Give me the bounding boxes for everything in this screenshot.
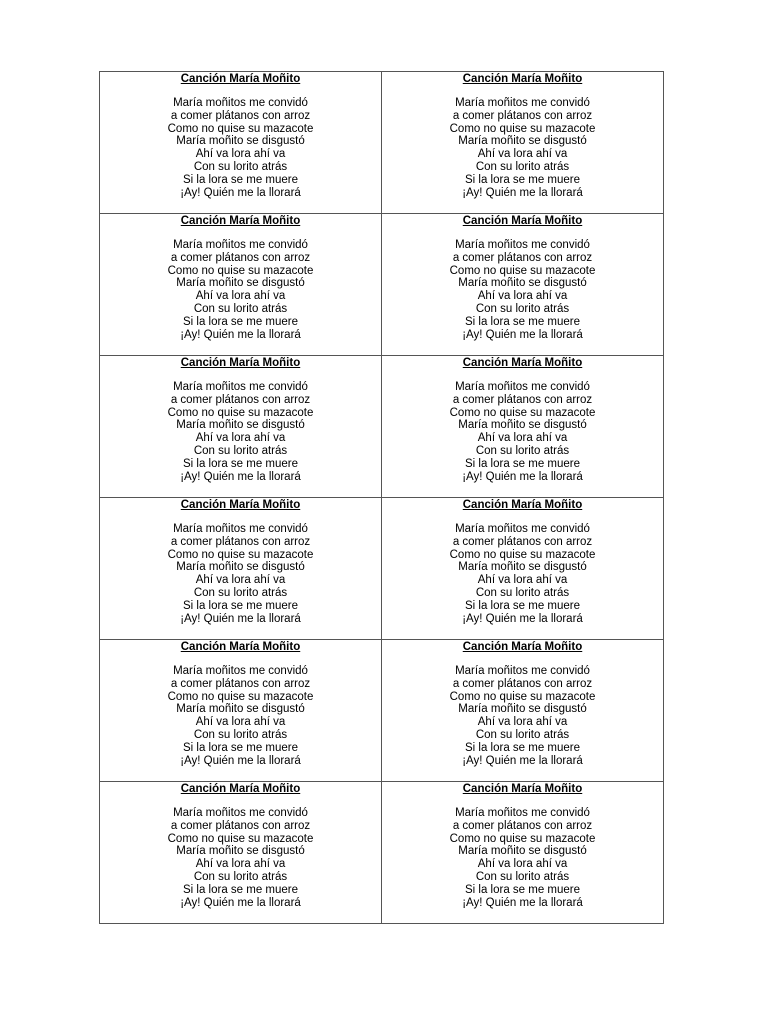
verse-line: ¡Ay! Quién me la llorará bbox=[462, 754, 583, 767]
verse-line: María moñito se disgustó bbox=[176, 561, 305, 574]
verse-line: Ahí va lora ahí va bbox=[477, 148, 568, 161]
verse-line: Ahí va lora ahí va bbox=[477, 858, 568, 871]
verse-line: a comer plátanos con arroz bbox=[452, 251, 593, 264]
verse-line: ¡Ay! Quién me la llorará bbox=[180, 328, 301, 341]
verse-line: Con su lorito atrás bbox=[475, 160, 570, 173]
song-verse bbox=[382, 381, 663, 483]
song-card-content bbox=[100, 356, 381, 483]
verse-line: María moñitos me convidó bbox=[455, 807, 590, 819]
verse-line: a comer plátanos con arroz bbox=[170, 677, 311, 690]
verse-line: Ahí va lora ahí va bbox=[195, 858, 286, 871]
verse-line: Ahí va lora ahí va bbox=[477, 432, 568, 445]
song-verse bbox=[100, 381, 381, 483]
song-card bbox=[382, 498, 664, 640]
song-card-content bbox=[382, 356, 663, 483]
verse-line: ¡Ay! Quién me la llorará bbox=[462, 612, 583, 625]
verse-line: Si la lora se me muere bbox=[464, 173, 581, 186]
verse-line: Como no quise su mazacote bbox=[167, 122, 314, 135]
verse-line: a comer plátanos con arroz bbox=[452, 109, 593, 122]
verse-line: Como no quise su mazacote bbox=[449, 122, 596, 135]
song-card-content bbox=[382, 498, 663, 625]
song-verse bbox=[100, 97, 381, 199]
song-title: Canción María Moñito bbox=[180, 73, 301, 85]
verse-line: ¡Ay! Quién me la llorará bbox=[462, 186, 583, 199]
song-card-content bbox=[100, 640, 381, 767]
song-title: Canción María Moñito bbox=[180, 783, 301, 795]
song-verse bbox=[382, 523, 663, 625]
verse-line: Si la lora se me muere bbox=[182, 457, 299, 470]
verse-line: a comer plátanos con arroz bbox=[170, 109, 311, 122]
verse-line: ¡Ay! Quién me la llorará bbox=[180, 754, 301, 767]
song-title: Canción María Moñito bbox=[180, 499, 301, 511]
verse-line: María moñito se disgustó bbox=[458, 561, 587, 574]
card-row bbox=[100, 782, 664, 924]
song-card bbox=[100, 214, 382, 356]
song-card bbox=[100, 640, 382, 782]
song-card-content bbox=[100, 498, 381, 625]
verse-line: María moñito se disgustó bbox=[176, 845, 305, 858]
verse-line: Como no quise su mazacote bbox=[167, 548, 314, 561]
song-card bbox=[382, 214, 664, 356]
verse-line: Ahí va lora ahí va bbox=[195, 290, 286, 303]
verse-line: María moñitos me convidó bbox=[173, 807, 308, 819]
verse-line: María moñitos me convidó bbox=[173, 381, 308, 393]
verse-line: Si la lora se me muere bbox=[182, 599, 299, 612]
verse-line: Con su lorito atrás bbox=[475, 444, 570, 457]
verse-line: Con su lorito atrás bbox=[475, 728, 570, 741]
verse-line: Con su lorito atrás bbox=[193, 444, 288, 457]
verse-line: Con su lorito atrás bbox=[475, 870, 570, 883]
song-title: Canción María Moñito bbox=[180, 357, 301, 369]
song-card-grid bbox=[99, 71, 664, 924]
song-title: Canción María Moñito bbox=[462, 783, 583, 795]
verse-line: Si la lora se me muere bbox=[464, 599, 581, 612]
verse-line: ¡Ay! Quién me la llorará bbox=[180, 470, 301, 483]
card-row bbox=[100, 498, 664, 640]
verse-line: Con su lorito atrás bbox=[193, 586, 288, 599]
verse-line: Como no quise su mazacote bbox=[449, 406, 596, 419]
verse-line: Ahí va lora ahí va bbox=[195, 432, 286, 445]
verse-line: Si la lora se me muere bbox=[464, 883, 581, 896]
verse-line: a comer plátanos con arroz bbox=[452, 819, 593, 832]
verse-line: Si la lora se me muere bbox=[464, 315, 581, 328]
verse-line: a comer plátanos con arroz bbox=[170, 535, 311, 548]
song-verse bbox=[382, 239, 663, 341]
verse-line: María moñitos me convidó bbox=[173, 239, 308, 251]
verse-line: Ahí va lora ahí va bbox=[477, 290, 568, 303]
song-title: Canción María Moñito bbox=[462, 215, 583, 227]
verse-line: María moñitos me convidó bbox=[455, 523, 590, 535]
verse-line: María moñito se disgustó bbox=[458, 845, 587, 858]
song-verse bbox=[100, 665, 381, 767]
verse-line: María moñitos me convidó bbox=[173, 665, 308, 677]
verse-line: Como no quise su mazacote bbox=[449, 264, 596, 277]
verse-line: María moñitos me convidó bbox=[455, 381, 590, 393]
verse-line: Con su lorito atrás bbox=[475, 586, 570, 599]
song-card-content bbox=[100, 214, 381, 341]
verse-line: María moñitos me convidó bbox=[455, 97, 590, 109]
song-title: Canción María Moñito bbox=[180, 215, 301, 227]
verse-line: ¡Ay! Quién me la llorará bbox=[180, 612, 301, 625]
verse-line: a comer plátanos con arroz bbox=[452, 535, 593, 548]
verse-line: a comer plátanos con arroz bbox=[452, 393, 593, 406]
verse-line: a comer plátanos con arroz bbox=[170, 819, 311, 832]
song-card bbox=[100, 782, 382, 924]
song-verse bbox=[100, 807, 381, 909]
song-title: Canción María Moñito bbox=[462, 641, 583, 653]
verse-line: Si la lora se me muere bbox=[182, 173, 299, 186]
song-card bbox=[100, 356, 382, 498]
verse-line: Si la lora se me muere bbox=[182, 741, 299, 754]
verse-line: ¡Ay! Quién me la llorará bbox=[462, 896, 583, 909]
verse-line: María moñito se disgustó bbox=[176, 419, 305, 432]
verse-line: Como no quise su mazacote bbox=[449, 832, 596, 845]
song-verse bbox=[382, 97, 663, 199]
song-title: Canción María Moñito bbox=[462, 499, 583, 511]
verse-line: María moñitos me convidó bbox=[173, 523, 308, 535]
song-title: Canción María Moñito bbox=[462, 357, 583, 369]
verse-line: Con su lorito atrás bbox=[193, 728, 288, 741]
song-card bbox=[382, 72, 664, 214]
verse-line: Como no quise su mazacote bbox=[449, 548, 596, 561]
song-card-content bbox=[382, 782, 663, 909]
verse-line: María moñito se disgustó bbox=[458, 135, 587, 148]
song-card bbox=[382, 356, 664, 498]
song-title: Canción María Moñito bbox=[462, 73, 583, 85]
song-verse bbox=[382, 807, 663, 909]
verse-line: Ahí va lora ahí va bbox=[477, 716, 568, 729]
song-title: Canción María Moñito bbox=[180, 641, 301, 653]
verse-line: Con su lorito atrás bbox=[193, 302, 288, 315]
verse-line: Si la lora se me muere bbox=[182, 883, 299, 896]
song-card bbox=[100, 498, 382, 640]
verse-line: Si la lora se me muere bbox=[182, 315, 299, 328]
verse-line: Ahí va lora ahí va bbox=[195, 716, 286, 729]
song-card-content bbox=[100, 72, 381, 199]
song-verse bbox=[382, 665, 663, 767]
song-card-content bbox=[382, 214, 663, 341]
verse-line: Con su lorito atrás bbox=[193, 160, 288, 173]
verse-line: María moñitos me convidó bbox=[455, 665, 590, 677]
verse-line: ¡Ay! Quién me la llorará bbox=[462, 470, 583, 483]
song-verse bbox=[100, 239, 381, 341]
verse-line: a comer plátanos con arroz bbox=[170, 251, 311, 264]
card-row bbox=[100, 640, 664, 782]
verse-line: Si la lora se me muere bbox=[464, 741, 581, 754]
verse-line: María moñito se disgustó bbox=[458, 419, 587, 432]
song-card-content bbox=[100, 782, 381, 909]
verse-line: ¡Ay! Quién me la llorará bbox=[180, 896, 301, 909]
verse-line: Ahí va lora ahí va bbox=[195, 574, 286, 587]
verse-line: Como no quise su mazacote bbox=[167, 690, 314, 703]
verse-line: María moñito se disgustó bbox=[176, 135, 305, 148]
verse-line: ¡Ay! Quién me la llorará bbox=[180, 186, 301, 199]
verse-line: Como no quise su mazacote bbox=[167, 406, 314, 419]
song-card-content bbox=[382, 72, 663, 199]
verse-line: María moñitos me convidó bbox=[173, 97, 308, 109]
verse-line: ¡Ay! Quién me la llorará bbox=[462, 328, 583, 341]
verse-line: Como no quise su mazacote bbox=[167, 832, 314, 845]
song-verse bbox=[100, 523, 381, 625]
verse-line: María moñito se disgustó bbox=[458, 277, 587, 290]
song-card bbox=[382, 640, 664, 782]
verse-line: Ahí va lora ahí va bbox=[477, 574, 568, 587]
song-card-grid-body bbox=[100, 72, 664, 924]
card-row bbox=[100, 356, 664, 498]
verse-line: María moñito se disgustó bbox=[176, 277, 305, 290]
song-card bbox=[100, 72, 382, 214]
verse-line: María moñitos me convidó bbox=[455, 239, 590, 251]
verse-line: Como no quise su mazacote bbox=[167, 264, 314, 277]
verse-line: Como no quise su mazacote bbox=[449, 690, 596, 703]
verse-line: María moñito se disgustó bbox=[176, 703, 305, 716]
verse-line: Con su lorito atrás bbox=[475, 302, 570, 315]
card-row bbox=[100, 214, 664, 356]
song-card-content bbox=[382, 640, 663, 767]
verse-line: a comer plátanos con arroz bbox=[170, 393, 311, 406]
verse-line: María moñito se disgustó bbox=[458, 703, 587, 716]
verse-line: Si la lora se me muere bbox=[464, 457, 581, 470]
verse-line: a comer plátanos con arroz bbox=[452, 677, 593, 690]
song-card bbox=[382, 782, 664, 924]
verse-line: Ahí va lora ahí va bbox=[195, 148, 286, 161]
verse-line: Con su lorito atrás bbox=[193, 870, 288, 883]
card-row bbox=[100, 72, 664, 214]
